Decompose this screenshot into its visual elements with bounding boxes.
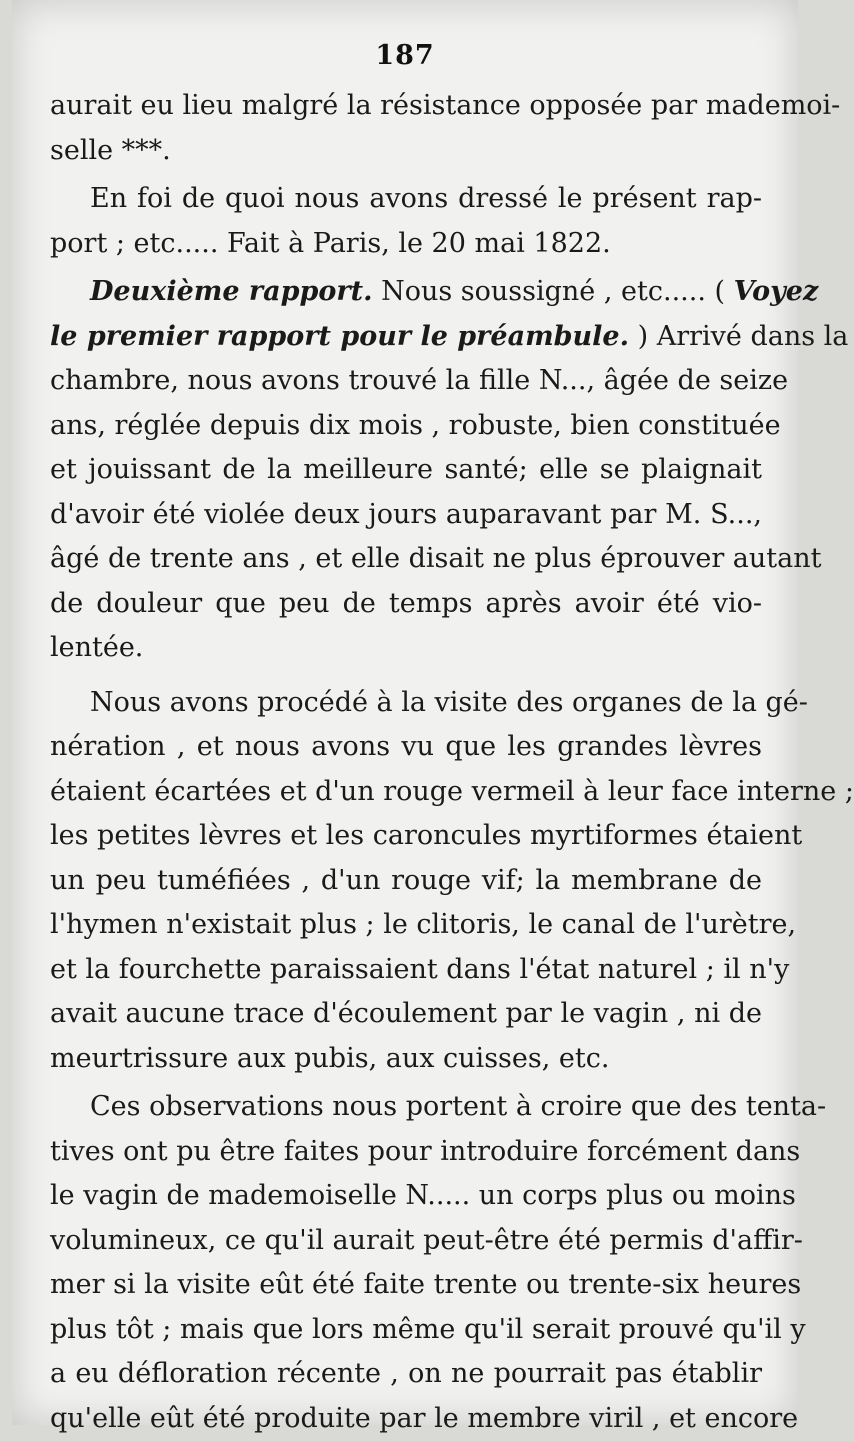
page-body: [50, 84, 762, 1441]
text-run: ) Arrivé dans la: [629, 321, 848, 352]
text-line: étaient écartées et d'un rouge vermeil à leur face interne ;: [50, 770, 762, 815]
italic-run: le premier rapport pour le préambule.: [50, 321, 629, 352]
text-line: avait aucune trace d'écoulement par le vagin , ni de: [50, 992, 762, 1037]
text-line: nération , et nous avons vu que les grandes lèvres: [50, 725, 762, 770]
text-line: Nous avons procédé à la visite des organes de la gé-: [50, 681, 762, 726]
text-line: de douleur que peu de temps après avoir été vio-: [50, 582, 762, 627]
text-line: le vagin de mademoiselle N..... un corps plus ou moins: [50, 1174, 762, 1219]
text-line: plus tôt ; mais que lors même qu'il serait prouvé qu'il y: [50, 1308, 762, 1353]
text-line: ans, réglée depuis dix mois , robuste, bien constituée: [50, 404, 762, 449]
page-number: 187: [12, 40, 798, 71]
text-line: tives ont pu être faites pour introduire forcément dans: [50, 1130, 762, 1175]
text-line: a eu défloration récente , on ne pourrait pas établir: [50, 1352, 762, 1397]
text-line: et la fourchette paraissaient dans l'état naturel ; il n'y: [50, 948, 762, 993]
text-line: l'hymen n'existait plus ; le clitoris, le canal de l'urètre,: [50, 903, 762, 948]
text-line: chambre, nous avons trouvé la fille N..., âgée de seize: [50, 359, 762, 404]
book-page: [12, 0, 798, 1425]
text-line: lentée.: [50, 626, 762, 671]
text-line: Ces observations nous portent à croire que des tenta-: [50, 1085, 762, 1130]
text-line: d'avoir été violée deux jours auparavant par M. S...,: [50, 493, 762, 538]
text-line: meurtrissure aux pubis, aux cuisses, etc.: [50, 1037, 762, 1082]
text-line: âgé de trente ans , et elle disait ne plus éprouver autant: [50, 537, 762, 582]
text-line: les petites lèvres et les caroncules myrtiformes étaient: [50, 814, 762, 859]
text-run: Nous soussigné , etc..... (: [373, 276, 734, 307]
text-line: qu'elle eût été produite par le membre viril , et encore: [50, 1397, 762, 1441]
text-line: volumineux, ce qu'il aurait peut-être été permis d'affir-: [50, 1219, 762, 1264]
text-line: port ; etc..... Fait à Paris, le 20 mai 1822.: [50, 222, 762, 267]
text-line: [50, 315, 762, 360]
text-line: En foi de quoi nous avons dressé le présent rap-: [50, 177, 762, 222]
text-line: mer si la visite eût été faite trente ou trente-six heures: [50, 1263, 762, 1308]
text-line: [50, 270, 762, 315]
italic-run: Voyez: [734, 276, 819, 307]
italic-run: Deuxième rapport.: [90, 276, 373, 307]
text-line: et jouissant de la meilleure santé; elle se plaignait: [50, 448, 762, 493]
text-line: un peu tuméfiées , d'un rouge vif; la membrane de: [50, 859, 762, 904]
text-line: selle ***.: [50, 129, 762, 174]
text-line: aurait eu lieu malgré la résistance opposée par mademoi-: [50, 84, 762, 129]
